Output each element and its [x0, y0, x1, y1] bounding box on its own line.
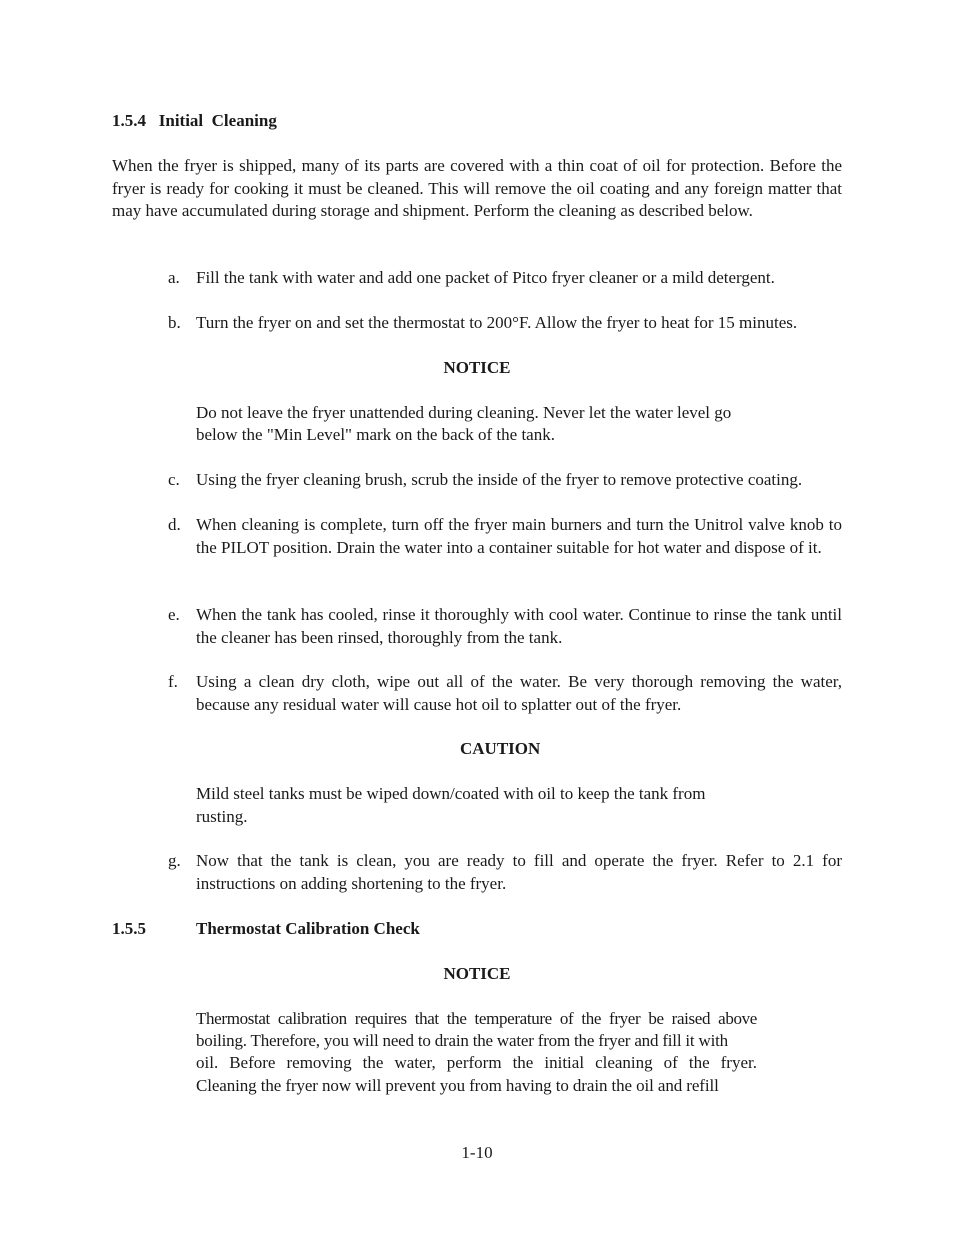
step-e-label: e.	[168, 605, 180, 624]
step-c-label: c.	[168, 470, 180, 489]
step-f-text: Using a clean dry cloth, wipe out all of the water. Be very thorough removing the water, because any residual water will cause hot oil to splatter out of the fryer.	[196, 672, 842, 714]
step-e-text: When the tank has cooled, rinse it thoroughly with cool water. Continue to rinse the tank until the cleaner has been rinsed, thoroughly from the tank.	[196, 605, 842, 647]
section-heading-thermostat-calibration: Thermostat Calibration Check	[196, 919, 420, 938]
caution-title: CAUTION	[460, 739, 541, 758]
step-a-label: a.	[168, 268, 180, 287]
section-number-155: 1.5.5	[112, 919, 146, 938]
step-b-text: Turn the fryer on and set the thermostat to 200°F. Allow the fryer to heat for 15 minutes.	[196, 313, 798, 332]
step-b-label: b.	[168, 313, 181, 332]
notice-line-1: Do not leave the fryer unattended during cleaning. Never let the water level go	[196, 403, 732, 422]
caution-line-2: rusting.	[196, 807, 248, 826]
section-heading-initial-cleaning: 1.5.4 Initial Cleaning	[112, 111, 277, 130]
notice-line-2: below the "Min Level" mark on the back of the tank.	[196, 425, 555, 444]
notice-title: NOTICE	[443, 358, 511, 377]
caution-line-1: Mild steel tanks must be wiped down/coated with oil to keep the tank from	[196, 784, 706, 803]
step-d-label: d.	[168, 515, 181, 534]
notice2-line-3: oil. Before removing the water, perform the initial cleaning of the fryer.	[196, 1053, 757, 1072]
notice2-line-1: Thermostat calibration requires that the temperature of the fryer be raised above	[196, 1009, 757, 1028]
step-d-text: When cleaning is complete, turn off the fryer main burners and turn the Unitrol valve knob to the PILOT position. Drain the water into a container suitable for hot water and dispose of it.	[196, 515, 842, 557]
step-f-label: f.	[168, 672, 178, 691]
step-g-text: Now that the tank is clean, you are ready to fill and operate the fryer. Refer to 2.1 for instructions on adding shortening to the fryer.	[196, 851, 842, 893]
notice-title-2: NOTICE	[443, 964, 511, 983]
intro-paragraph: When the fryer is shipped, many of its parts are covered with a thin coat of oil for protection. Before the fryer is ready for cooking it must be cleaned. This will remove the oil coating and any foreign matter that may have accumulated during storage and shipment. Perform the cleaning as described below.	[112, 156, 842, 220]
step-a-text: Fill the tank with water and add one packet of Pitco fryer cleaner or a mild detergent.	[196, 268, 775, 287]
page-number: 1-10	[461, 1143, 493, 1162]
notice2-line-4: Cleaning the fryer now will prevent you from having to drain the oil and refill	[196, 1076, 719, 1095]
step-c-text: Using the fryer cleaning brush, scrub the inside of the fryer to remove protective coating.	[196, 470, 803, 489]
step-g-label: g.	[168, 851, 181, 870]
notice2-line-2: boiling. Therefore, you will need to drain the water from the fryer and fill it with	[196, 1031, 728, 1050]
